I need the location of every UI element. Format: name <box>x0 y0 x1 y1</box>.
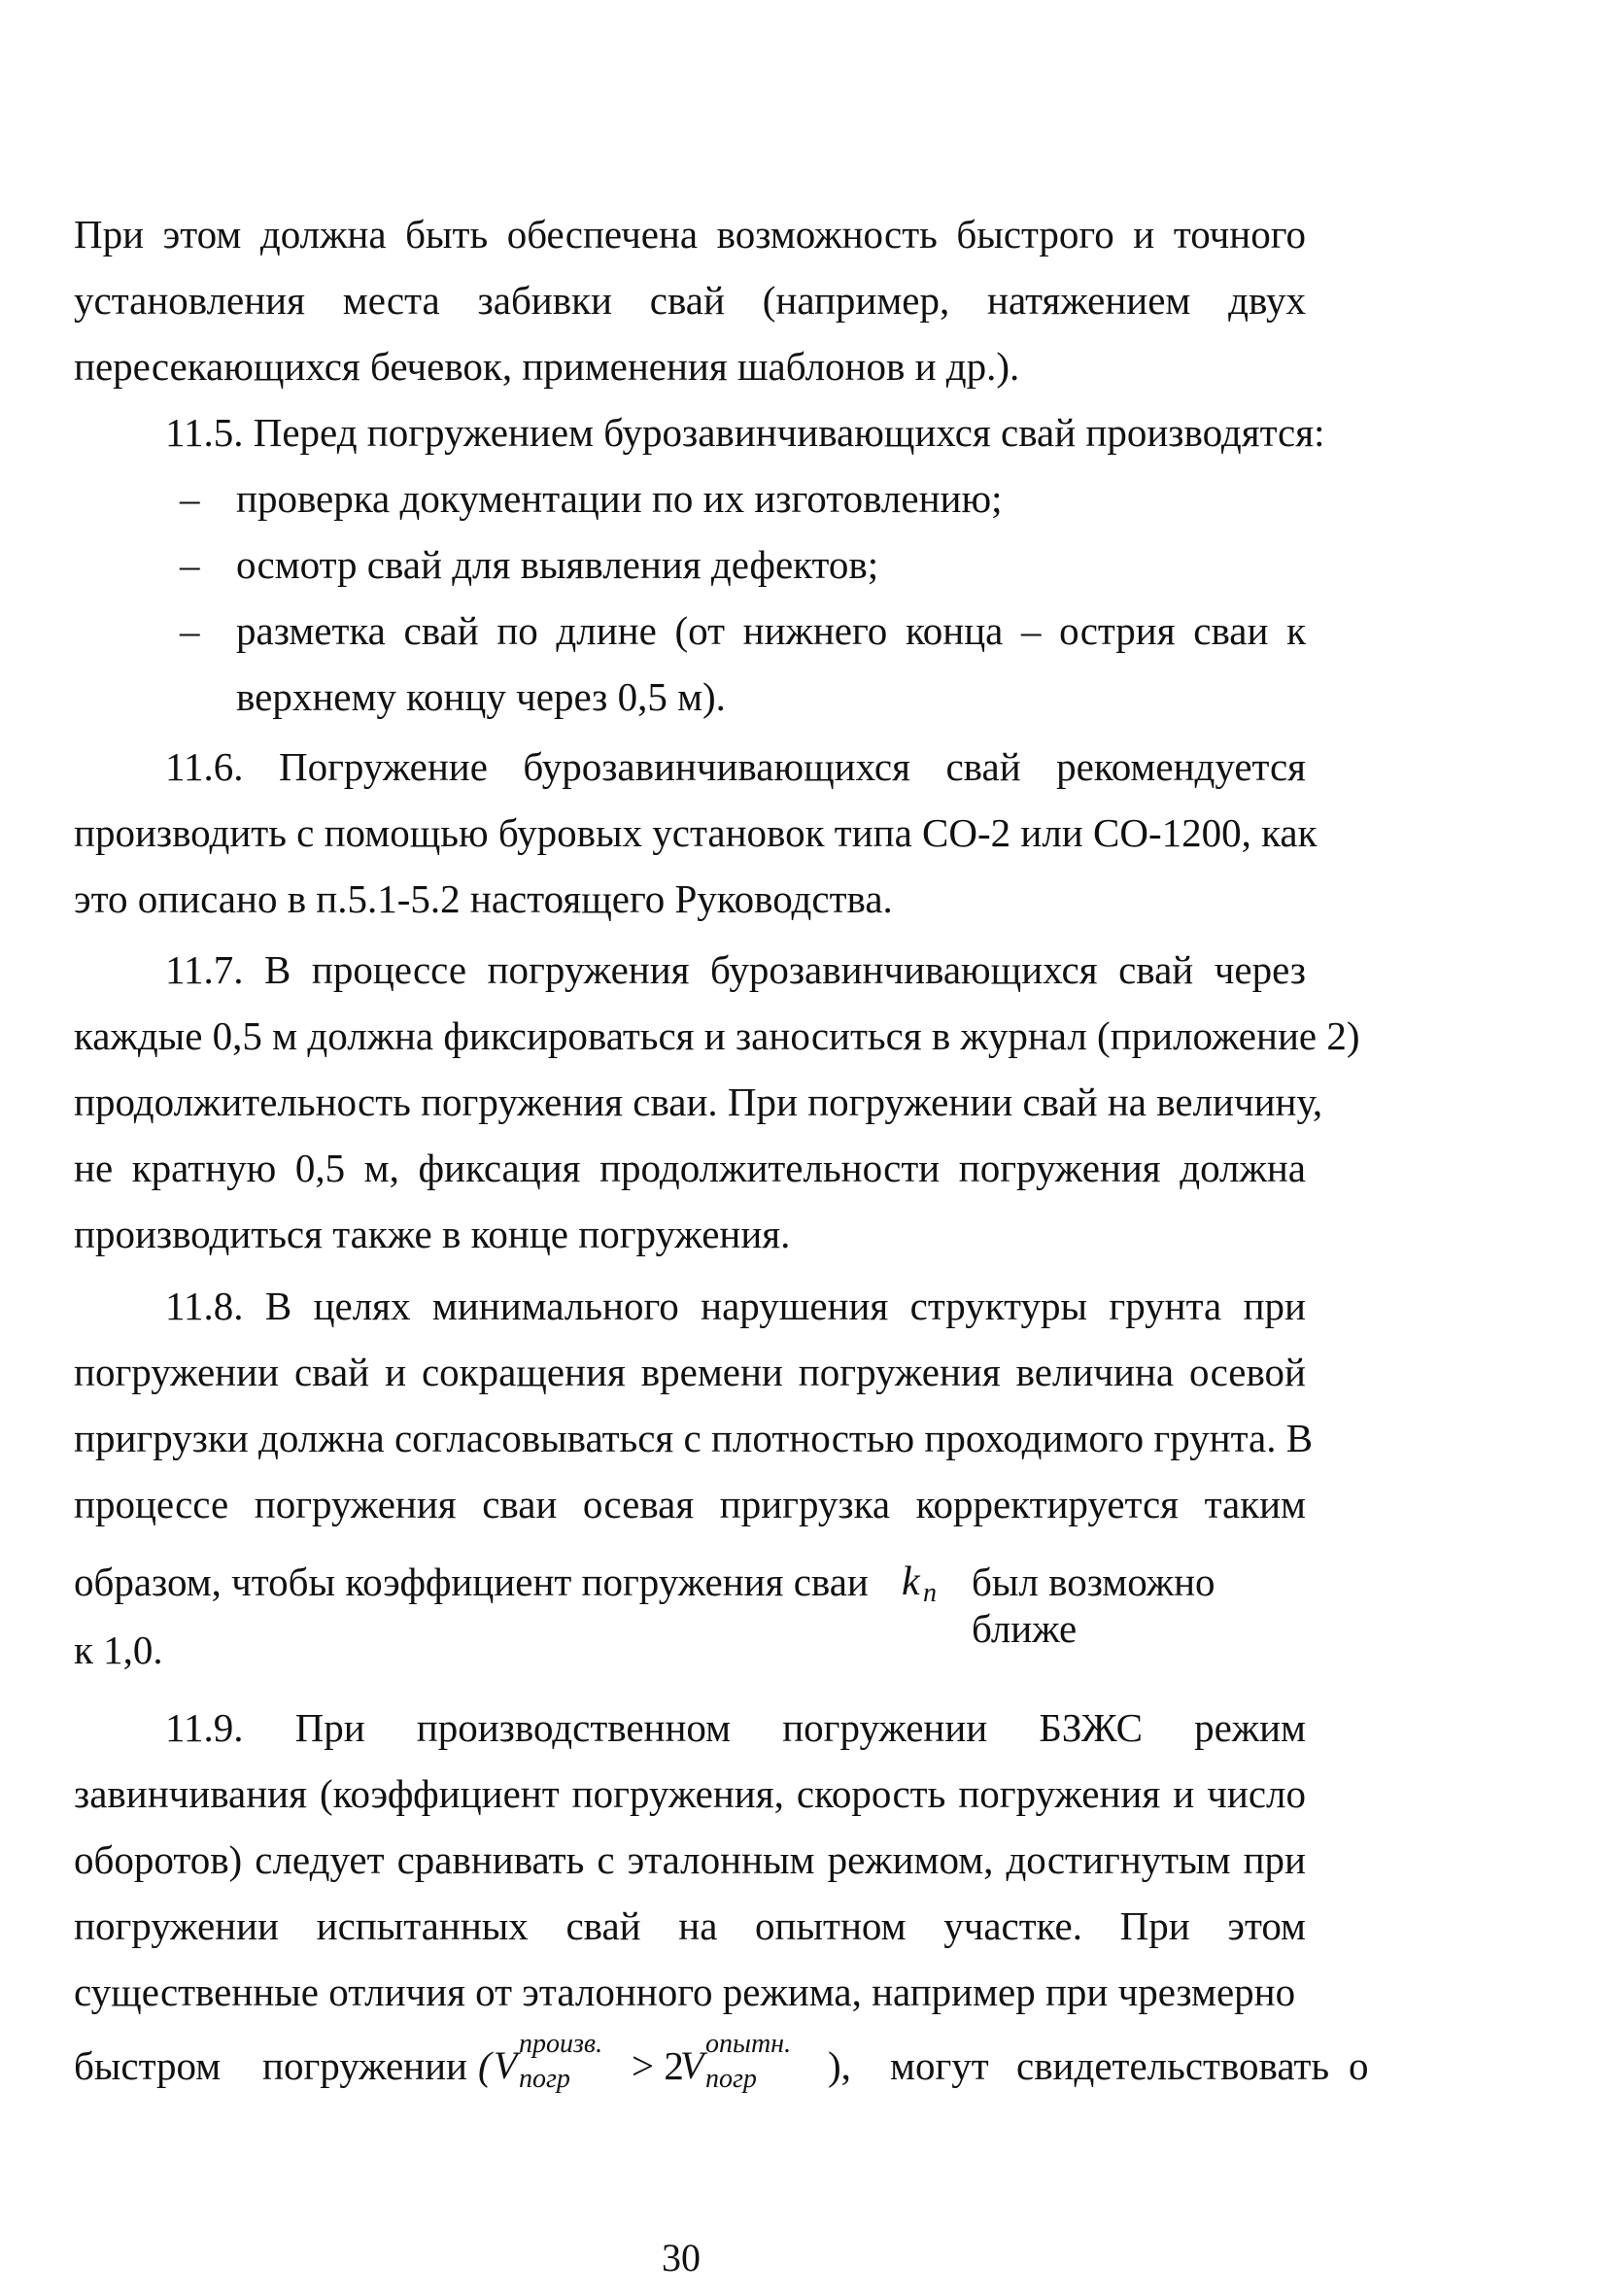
text-line: погружении свай и сокращения времени погружения величина осевой <box>74 1350 1306 1394</box>
text-line: к 1,0. <box>74 1628 163 1672</box>
text-fragment: свидетельствовать <box>1016 2043 1330 2088</box>
subscript: погр <box>519 2064 570 2094</box>
text-line: каждые 0,5 м должна фиксироваться и заноситься в журнал (приложение 2) <box>74 1013 1360 1058</box>
text-line: продолжительность погружения сваи. При погружении свай на величину, <box>74 1079 1323 1124</box>
superscript: опытн. <box>705 2029 792 2059</box>
text-line: это описано в п.5.1-5.2 настоящего Руководства. <box>74 876 893 921</box>
text-line: производить с помощью буровых установок типа СО-2 или СО-1200, как <box>74 810 1318 855</box>
text-fragment: о <box>1349 2043 1369 2088</box>
list-item: осмотр свай для выявления дефектов; <box>236 542 879 587</box>
text-line: погружении испытанных свай на опытном участке. При этом <box>74 1903 1306 1948</box>
text-fragment: погружении <box>262 2043 467 2088</box>
list-item: разметка свай по длине (от нижнего конца – острия сваи к <box>236 608 1306 653</box>
list-item-continuation: верхнему концу через 0,5 м). <box>236 674 726 719</box>
paren: ( <box>478 2043 492 2088</box>
text-line: производиться также в конце погружения. <box>74 1212 791 1256</box>
paren: ), <box>828 2043 851 2088</box>
text-line: 11.7. В процессе погружения бурозавинчивающихся свай через <box>165 947 1306 992</box>
text-line: При этом должна быть обеспечена возможность быстрого и точного <box>74 212 1306 257</box>
subscript: погр <box>705 2064 757 2094</box>
v-letter: V <box>494 2043 518 2087</box>
superscript: произв. <box>519 2029 603 2059</box>
section-heading: 11.5. Перед погружением бурозавинчивающихся свай производятся: <box>165 410 1325 455</box>
text-fragment: был возможно ближе <box>972 1559 1215 1651</box>
text-line: процессе погружения сваи осевая пригрузка корректируется таким <box>74 1482 1306 1526</box>
text-line: 11.6. Погружение бурозавинчивающихся свай рекомендуется <box>165 744 1306 789</box>
comparison: > 2 <box>632 2043 684 2088</box>
list-dash: – <box>180 476 200 521</box>
list-dash: – <box>180 608 200 653</box>
text-fragment: быстром <box>74 2043 222 2088</box>
text-line: завинчивания (коэффициент погружения, скорость погружения и число <box>74 1771 1306 1816</box>
text-line: пригрузки должна согласовываться с плотностью проходимого грунта. В <box>74 1416 1314 1460</box>
text-line: не кратную 0,5 м, фиксация продолжительности погружения должна <box>74 1146 1306 1190</box>
k-symbol: k <box>902 1559 920 1604</box>
text-line: оборотов) следует сравнивать с эталонным режимом, достигнутым при <box>74 1837 1306 1882</box>
k-subscript: п <box>923 1578 937 1608</box>
text-line: 11.9. При производственном погружении БЗЖС режим <box>165 1705 1306 1750</box>
v-letter: V <box>680 2043 704 2087</box>
formula-line <box>74 2029 1369 2107</box>
page-number: 30 <box>662 2236 701 2279</box>
text-fragment: могут <box>890 2043 989 2088</box>
text-fragment: образом, чтобы коэффициент погружения сваи <box>74 1559 869 1604</box>
list-dash: – <box>180 542 200 587</box>
text-line: существенные отличия от эталонного режима, например при чрезмерно <box>74 1970 1296 2014</box>
list-item: проверка документации по их изготовлению; <box>236 476 1003 521</box>
text-line: установления места забивки свай (например, натяжением двух <box>74 278 1306 323</box>
text-line: пересекающихся бечевок, применения шаблонов и др.). <box>74 344 1020 389</box>
text-line: 11.8. В целях минимального нарушения структуры грунта при <box>165 1284 1306 1328</box>
